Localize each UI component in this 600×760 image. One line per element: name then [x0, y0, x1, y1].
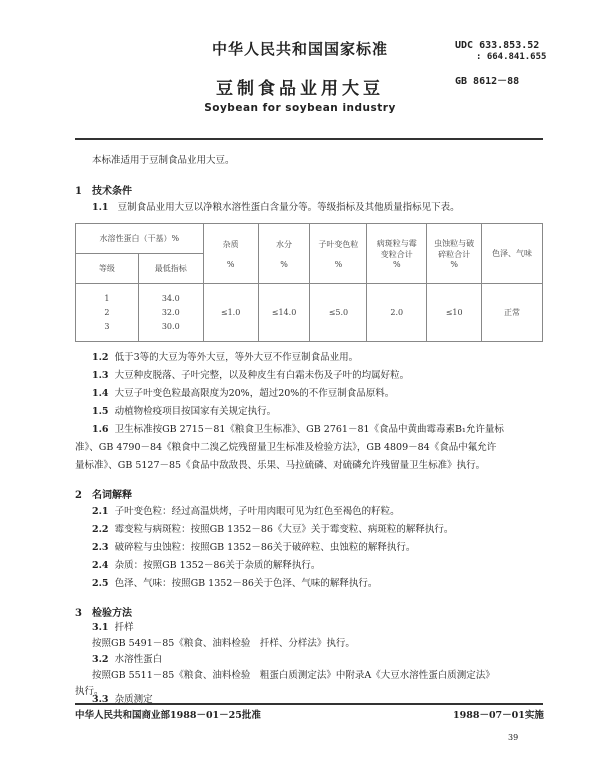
min-index-column: 34.0 32.0 30.0	[138, 284, 203, 342]
quality-spec-table	[75, 223, 543, 342]
moisture-value: ≤14.0	[258, 284, 310, 342]
document-title-en: Soybean for soybean industry	[204, 102, 396, 114]
header-impurity: 杂质 %	[203, 224, 258, 284]
para-1-6-cont1: 准》、GB 4790－84《粮食中二溴乙烷残留量卫生标准及检验方法》，GB 4809－84《食品中氟允许	[75, 442, 497, 453]
para-3-2-title: 3.2 水溶性蛋白	[92, 654, 163, 665]
para-text: 豆制食品业用大豆以净粮水溶性蛋白含量分等。等级指标及其他质量指标见下表。	[117, 202, 460, 213]
para-1-2: 1.2 低于3等的大豆为等外大豆，等外大豆不作豆制食品业用。	[92, 352, 359, 363]
para-2-3: 2.3 破碎粒与虫蚀粒：按照GB 1352－86关于破碎粒、虫蚀粒的解释执行。	[92, 542, 416, 553]
disease-value: 2.0	[367, 284, 427, 342]
para-number: 1.1	[92, 202, 109, 213]
header-rule	[75, 138, 543, 140]
header-cotyledon: 子叶变色粒 %	[310, 224, 367, 284]
para-1-4: 1.4 大豆子叶变色粒最高限度为20%，超过20%的不作豆制食品原料。	[92, 388, 395, 399]
header-color-odor: 色泽、气味	[482, 224, 543, 284]
section-1-heading: 1 技术条件	[75, 186, 132, 197]
standard-header: 中华人民共和国国家标准	[211, 40, 388, 58]
para-3-3-title: 3.3 杂质测定	[92, 694, 153, 705]
section-3-heading: 3 检验方法	[75, 608, 132, 619]
gb-number: GB 8612－88	[455, 76, 520, 87]
para-1-6-cont2: 量标准》、GB 5127－85《食品中敌敌畏、乐果、马拉硫磷、对硫磷允许残留量卫生标准》执行。	[75, 460, 486, 471]
header-broken: 虫蚀粒与破 碎粒合计 %	[427, 224, 482, 284]
para-3-2-body-cont: 执行。	[75, 686, 104, 697]
para-1-5: 1.5 动植物检疫项目按国家有关规定执行。	[92, 406, 277, 417]
para-1-3: 1.3 大豆种皮脱落、子叶完整，以及种皮生有白霜未伤及子叶的均属好粒。	[92, 370, 410, 381]
para-3-1-title: 3.1 扦样	[92, 622, 134, 633]
broken-value: ≤10	[427, 284, 482, 342]
intro-text: 本标准适用于豆制食品业用大豆。	[92, 155, 235, 166]
para-3-1-body: 按照GB 5491－85《粮食、油料检验 扦样、分样法》执行。	[92, 638, 355, 649]
header-grade: 等级	[76, 254, 139, 284]
para-2-1: 2.1 子叶变色粒：经过高温烘烤，子叶用肉眼可见为红色至褐色的籽粒。	[92, 506, 400, 517]
udc-number-cont: : 664.841.655	[476, 52, 547, 62]
effective-date: 1988－07－01实施	[453, 710, 544, 721]
header-protein: 水溶性蛋白（干基）%	[76, 224, 204, 254]
color-odor-value: 正常	[482, 284, 543, 342]
para-3-2-body: 按照GB 5511－85《粮食、油料检验 粗蛋白质测定法》中附录A《大豆水溶性蛋白质测定法》	[92, 670, 495, 681]
para-1-6: 1.6 卫生标准按GB 2715－81《粮食卫生标准》、GB 2761－81《食品中黄曲霉毒素B₁允许量标	[92, 424, 504, 435]
header-min-index: 最低指标	[138, 254, 203, 284]
approval-date: 中华人民共和国商业部1988－01－25批准	[75, 710, 261, 721]
grade-column: 1 2 3	[76, 284, 139, 342]
para-2-4: 2.4 杂质：按照GB 1352－86关于杂质的解释执行。	[92, 560, 321, 571]
cotyledon-value: ≤5.0	[310, 284, 367, 342]
para-1-1	[92, 202, 460, 214]
header-moisture: 水分 %	[258, 224, 310, 284]
para-2-2: 2.2 霉变粒与病斑粒：按照GB 1352－86《大豆》关于霉变粒、病斑粒的解释执行。	[92, 524, 454, 535]
impurity-value: ≤1.0	[203, 284, 258, 342]
footer-rule	[75, 703, 543, 705]
udc-number: UDC 633.853.52	[455, 40, 540, 51]
para-2-5: 2.5 色泽、气味：按照GB 1352－86关于色泽、气味的解释执行。	[92, 578, 378, 589]
header-disease: 病斑粒与霉 变粒合计 %	[367, 224, 427, 284]
section-2-heading: 2 名词解释	[75, 490, 132, 501]
page-number: 39	[508, 733, 519, 742]
document-title-cn: 豆制食品业用大豆	[216, 79, 384, 99]
